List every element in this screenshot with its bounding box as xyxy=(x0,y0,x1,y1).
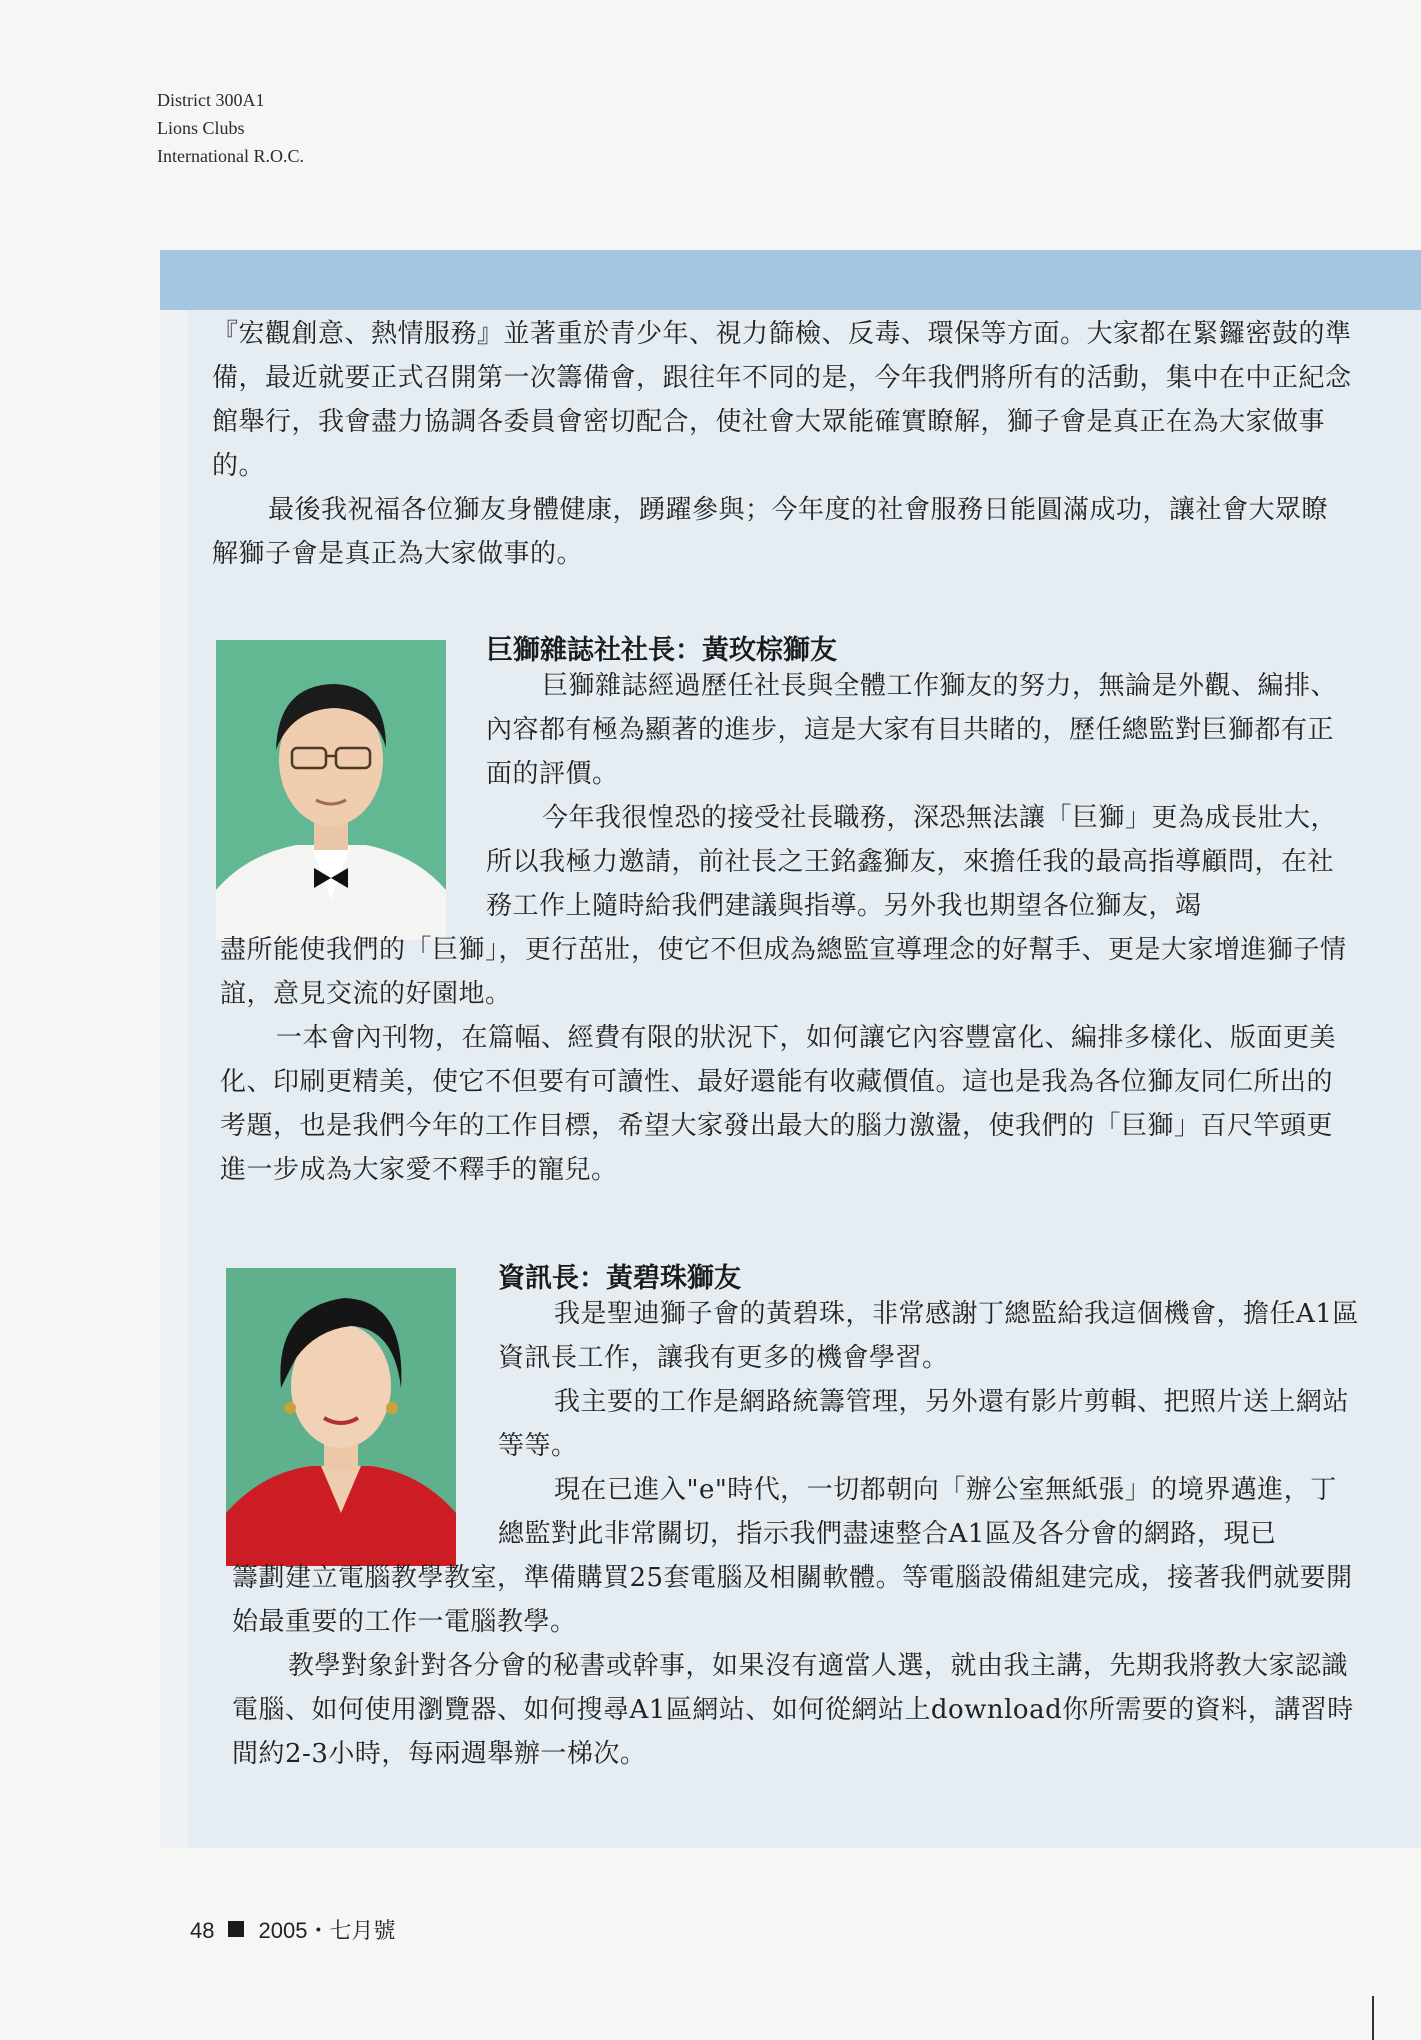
section2-paragraph-3a: 現在已進入"e"時代，一切都朝向「辦公室無紙張」的境界邁進，丁總監對此非常關切，指示我們盡速整合A1區及各分會的網路，現已 xyxy=(498,1475,1337,1549)
portrait-woman-illustration xyxy=(226,1268,456,1566)
section1-paragraph-2b: 盡所能使我們的「巨獅」，更行茁壯，使它不但成為總監宣導理念的好幫手、更是大家增進獅子情誼，意見交流的好園地。 xyxy=(220,935,1347,1009)
portrait-man-illustration xyxy=(216,640,446,940)
square-bullet-icon xyxy=(228,1921,244,1937)
header-district: District 300A1 xyxy=(157,90,265,110)
page-edge-line xyxy=(1372,1996,1374,2040)
header-lions-clubs: Lions Clubs xyxy=(157,118,245,138)
section-heading-information-officer: 資訊長：黃碧珠獅友 xyxy=(498,1263,741,1293)
header-international: International R.O.C. xyxy=(157,146,304,166)
intro-text xyxy=(212,312,1352,576)
section1-paragraph-2a: 今年我很惶恐的接受社長職務，深恐無法讓「巨獅」更為成長壯大，所以我極力邀請，前社長之王銘鑫獅友，來擔任我的最高指導顧問，在社務工作上隨時給我們建議與指導。另外我也期望各位獅友，竭 xyxy=(486,803,1338,921)
section2-text-wrapped xyxy=(498,1292,1360,1556)
intro-paragraph-2: 最後我祝福各位獅友身體健康，踴躍參與；今年度的社會服務日能圓滿成功，讓社會大眾瞭解獅子會是真正為大家做事的。 xyxy=(212,495,1329,569)
panel-left-edge xyxy=(160,310,188,1848)
section1-text-wrapped xyxy=(486,664,1356,928)
section2-paragraph-2: 我主要的工作是網路統籌管理，另外還有影片剪輯、把照片送上網站等等。 xyxy=(498,1387,1350,1461)
section1-paragraph-3: 一本會內刊物，在篇幅、經費有限的狀況下，如何讓它內容豐富化、編排多樣化、版面更美化、印刷更精美，使它不但要有可讀性、最好還能有收藏價值。這也是我為各位獅友同仁所出的考題，也是我們今年的工作目標，希望大家發出最大的腦力激盪，使我們的「巨獅」百尺竿頭更進一步成為大家愛不釋手的寵兒。 xyxy=(220,1023,1337,1185)
issue-label: 2005・七月號 xyxy=(258,1918,396,1943)
section1-paragraph-1: 巨獅雜誌經過歷任社長與全體工作獅友的努力，無論是外觀、編排、內容都有極為顯著的進步，這是大家有目共睹的，歷任總監對巨獅都有正面的評價。 xyxy=(486,671,1338,789)
section1-text-full xyxy=(220,928,1356,1192)
publisher-header xyxy=(157,86,304,170)
section2-paragraph-1: 我是聖迪獅子會的黃碧珠，非常感謝丁總監給我這個機會，擔任A1區資訊長工作，讓我有更多的機會學習。 xyxy=(498,1299,1359,1373)
section-heading-magazine-president: 巨獅雜誌社社長：黃玫棕獅友 xyxy=(486,635,837,665)
intro-paragraph-1: 『宏觀創意、熱情服務』並著重於青少年、視力篩檢、反毒、環保等方面。大家都在緊鑼密鼓的準備，最近就要正式召開第一次籌備會，跟往年不同的是，今年我們將所有的活動，集中在中正紀念館舉行，我會盡力協調各委員會密切配合，使社會大眾能確實瞭解，獅子會是真正在為大家做事的。 xyxy=(212,319,1352,481)
photo-magazine-president xyxy=(216,640,446,940)
page-number: 48 xyxy=(190,1918,215,1943)
page-footer xyxy=(190,1914,395,1945)
panel-top-band xyxy=(160,250,1421,310)
section2-paragraph-3b: 籌劃建立電腦教學教室，準備購買25套電腦及相關軟體。等電腦設備組建完成，接著我們就要開始最重要的工作一電腦教學。 xyxy=(232,1563,1353,1637)
section2-paragraph-4: 教學對象針對各分會的秘書或幹事，如果沒有適當人選，就由我主講，先期我將教大家認識電腦、如何使用瀏覽器、如何搜尋A1區網站、如何從網站上download你所需要的資料，講習時間約2-3小時，每兩週舉辦一梯次。 xyxy=(232,1651,1354,1769)
section2-text-full xyxy=(232,1556,1360,1776)
photo-information-officer xyxy=(226,1268,456,1566)
